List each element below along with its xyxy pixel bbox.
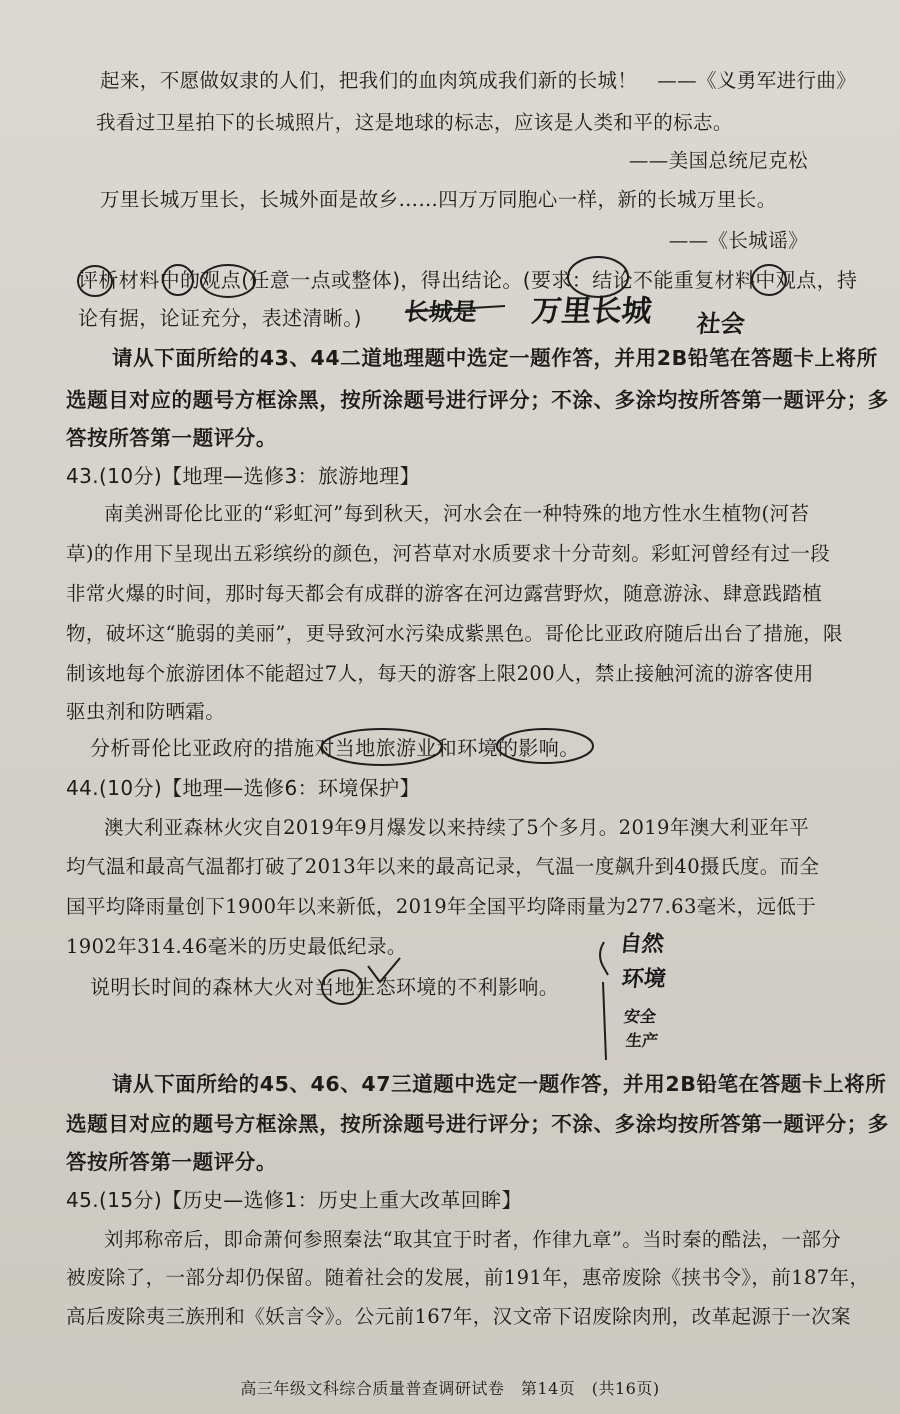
task-line-1: 评析材料中的观点(任意一点或整体)，得出结论。(要求：结论不能重复材料中观点，持 bbox=[78, 268, 858, 292]
q43-text-6: 驱虫剂和防晒霜。 bbox=[66, 700, 226, 723]
q43-text-2: 草)的作用下呈现出五彩缤纷的颜色，河苔草对水质要求十分苛刻。彩虹河曾经有过一段 bbox=[66, 542, 831, 565]
q44-text-4: 1902年314.46毫米的历史最低纪录。 bbox=[66, 935, 407, 958]
q45-text-3: 高后废除夷三族刑和《妖言令》。公元前167年，汉文帝下诏废除肉刑，改革起源于一次案 bbox=[66, 1305, 851, 1328]
instruction-geo-line-2: 选题目对应的题号方框涂黑，按所涂题号进行评分；不涂、多涂均按所答第一题评分；多 bbox=[66, 388, 889, 412]
q43-text-3: 非常火爆的时间，那时每天都会有成群的游客在河边露营野炊，随意游泳、肆意践踏植 bbox=[66, 582, 823, 605]
instruction-geo-line-3: 答按所答第一题评分。 bbox=[66, 426, 277, 450]
q45-heading: 45.(15分)【历史—选修1：历史上重大改革回眸】 bbox=[66, 1188, 522, 1212]
q43-text-5: 制该地每个旅游团体不能超过7人，每天的游客上限200人，禁止接触河流的游客使用 bbox=[66, 662, 814, 685]
quote-line-3: 万里长城万里长，长城外面是故乡……四万万同胞心一样，新的长城万里长。 bbox=[100, 188, 777, 211]
quote-source-song: ——《长城谣》 bbox=[668, 229, 808, 252]
q44-question: 说明长时间的森林大火对当地生态环境的不利影响。 bbox=[90, 975, 560, 999]
handwriting-shengchan: 生产 bbox=[624, 1031, 659, 1050]
quote-line-2: 我看过卫星拍下的长城照片，这是地球的标志，应该是人类和平的标志。 bbox=[96, 111, 733, 134]
handwriting-wanli: 万里长城 bbox=[529, 294, 654, 329]
q43-text-1: 南美洲哥伦比亚的“彩虹河”每到秋天，河水会在一种特殊的地方性水生植物(河苔 bbox=[104, 502, 810, 525]
handwriting-shehui: 社会 bbox=[695, 310, 747, 338]
instruction-geo-line-1: 请从下面所给的43、44二道地理题中选定一题作答，并用2B铅笔在答题卡上将所 bbox=[112, 346, 878, 370]
handwriting-ziran: 自然 bbox=[618, 932, 666, 957]
task-line-2: 论有据，论证充分，表述清晰。) bbox=[78, 306, 362, 330]
handwriting-huanjing: 环境 bbox=[620, 967, 668, 992]
q44-text-2: 均气温和最高气温都打破了2013年以来的最高记录，气温一度飙升到40摄氏度。而全 bbox=[66, 855, 820, 878]
instruction-hist-line-2: 选题目对应的题号方框涂黑，按所涂题号进行评分；不涂、多涂均按所答第一题评分；多 bbox=[66, 1112, 889, 1136]
q44-text-3: 国平均降雨量创下1900年以来新低，2019年全国平均降雨量为277.63毫米，远低于 bbox=[66, 895, 817, 918]
q43-heading: 43.(10分)【地理—选修3：旅游地理】 bbox=[66, 464, 420, 488]
q43-question: 分析哥伦比亚政府的措施对当地旅游业和环境的影响。 bbox=[90, 736, 580, 760]
q45-text-1: 刘邦称帝后，即命萧何参照秦法“取其宜于时者，作律九章”。当时秦的酷法，一部分 bbox=[104, 1228, 842, 1251]
handwriting-changcheng: 长城是 bbox=[403, 298, 479, 326]
page-footer: 高三年级文科综合质量普查调研试卷 第14页 (共16页) bbox=[240, 1379, 660, 1398]
q44-heading: 44.(10分)【地理—选修6：环境保护】 bbox=[66, 776, 420, 800]
instruction-hist-line-1: 请从下面所给的45、46、47三道题中选定一题作答，并用2B铅笔在答题卡上将所 bbox=[112, 1072, 887, 1096]
brace-line bbox=[600, 942, 608, 1060]
q43-text-4: 物，破坏这“脆弱的美丽”，更导致河水污染成紫黑色。哥伦比亚政府随后出台了措施，限 bbox=[66, 622, 843, 645]
quote-source-nixon: ——美国总统尼克松 bbox=[628, 149, 808, 172]
quote-line-1: 起来，不愿做奴隶的人们，把我们的血肉筑成我们新的长城！ ——《义勇军进行曲》 bbox=[100, 69, 857, 92]
handwriting-anquan: 安全 bbox=[622, 1007, 657, 1026]
q45-text-2: 被废除了，一部分却仍保留。随着社会的发展，前191年，惠帝废除《挟书令》，前187年， bbox=[66, 1266, 870, 1289]
instruction-hist-line-3: 答按所答第一题评分。 bbox=[66, 1150, 277, 1174]
q44-text-1: 澳大利亚森林火灾自2019年9月爆发以来持续了5个多月。2019年澳大利亚年平 bbox=[104, 816, 810, 839]
